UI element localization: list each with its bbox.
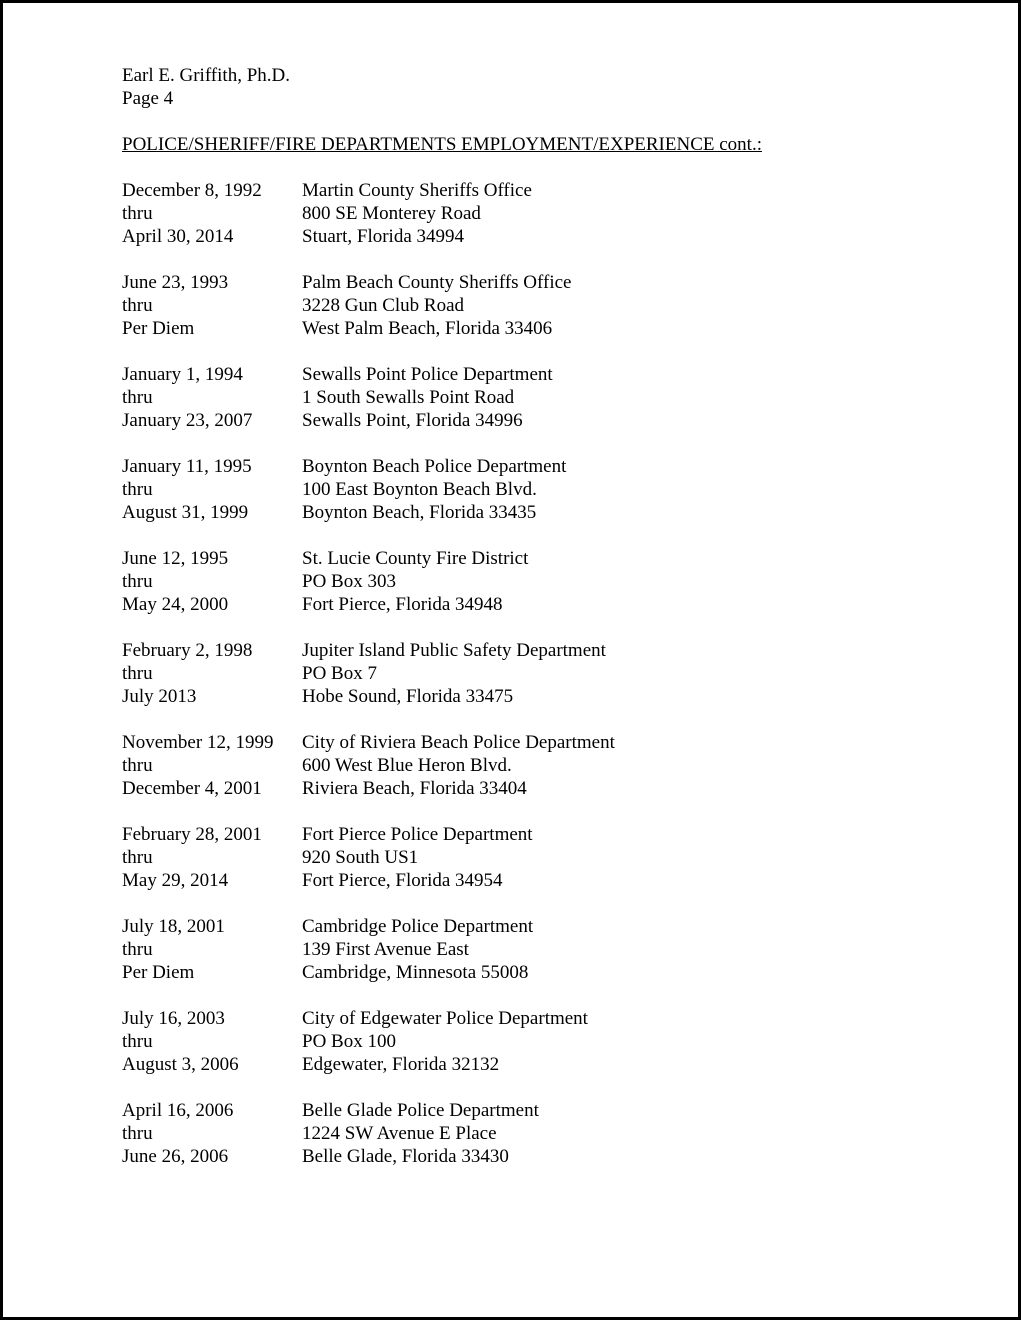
date-separator: thru bbox=[122, 847, 153, 868]
start-date: February 2, 1998 bbox=[122, 640, 253, 661]
page-number: Page 4 bbox=[122, 88, 174, 109]
entry-row bbox=[122, 685, 982, 708]
employment-entry bbox=[122, 731, 982, 800]
entry-row bbox=[122, 455, 982, 478]
entry-row bbox=[122, 1053, 982, 1076]
author-name: Earl E. Griffith, Ph.D. bbox=[122, 65, 290, 86]
employment-entry bbox=[122, 179, 982, 248]
entry-row bbox=[122, 961, 982, 984]
employer-street: 1 South Sewalls Point Road bbox=[302, 387, 515, 408]
employment-entry bbox=[122, 639, 982, 708]
start-date: April 16, 2006 bbox=[122, 1100, 234, 1121]
entry-row bbox=[122, 363, 982, 386]
employer-street: 800 SE Monterey Road bbox=[302, 203, 481, 224]
entry-row bbox=[122, 409, 982, 432]
employer-street: PO Box 100 bbox=[302, 1031, 396, 1052]
date-separator: thru bbox=[122, 1123, 153, 1144]
date-separator: thru bbox=[122, 939, 153, 960]
end-date: August 31, 1999 bbox=[122, 502, 249, 523]
employment-entry bbox=[122, 823, 982, 892]
start-date: November 12, 1999 bbox=[122, 732, 274, 753]
end-date: Per Diem bbox=[122, 318, 195, 339]
date-separator: thru bbox=[122, 387, 153, 408]
end-date: January 23, 2007 bbox=[122, 410, 253, 431]
end-date: May 29, 2014 bbox=[122, 870, 229, 891]
employer-name: Fort Pierce Police Department bbox=[302, 824, 533, 845]
entry-row bbox=[122, 915, 982, 938]
employment-entry bbox=[122, 547, 982, 616]
end-date: April 30, 2014 bbox=[122, 226, 234, 247]
entry-row bbox=[122, 754, 982, 777]
employment-entry bbox=[122, 1099, 982, 1168]
employer-city: Hobe Sound, Florida 33475 bbox=[302, 686, 514, 707]
employer-name: Palm Beach County Sheriffs Office bbox=[302, 272, 572, 293]
end-date: August 3, 2006 bbox=[122, 1054, 239, 1075]
entry-row bbox=[122, 846, 982, 869]
employer-name: Sewalls Point Police Department bbox=[302, 364, 553, 385]
entry-row bbox=[122, 317, 982, 340]
employer-street: 139 First Avenue East bbox=[302, 939, 469, 960]
entry-row bbox=[122, 1145, 982, 1168]
employer-name: Martin County Sheriffs Office bbox=[302, 180, 532, 201]
employer-city: Edgewater, Florida 32132 bbox=[302, 1054, 500, 1075]
date-separator: thru bbox=[122, 295, 153, 316]
page-content bbox=[122, 64, 982, 1191]
end-date: June 26, 2006 bbox=[122, 1146, 229, 1167]
end-date: Per Diem bbox=[122, 962, 195, 983]
entry-row bbox=[122, 823, 982, 846]
section-title: POLICE/SHERIFF/FIRE DEPARTMENTS EMPLOYMENT/EXPERIENCE cont.: bbox=[122, 134, 762, 155]
employer-name: Cambridge Police Department bbox=[302, 916, 534, 937]
employment-entry bbox=[122, 455, 982, 524]
employer-city: Fort Pierce, Florida 34954 bbox=[302, 870, 503, 891]
employment-entry bbox=[122, 1007, 982, 1076]
entry-row bbox=[122, 501, 982, 524]
employer-city: West Palm Beach, Florida 33406 bbox=[302, 318, 553, 339]
employment-entry bbox=[122, 271, 982, 340]
end-date: July 2013 bbox=[122, 686, 197, 707]
employer-street: 920 South US1 bbox=[302, 847, 419, 868]
entry-row bbox=[122, 202, 982, 225]
employer-name: City of Edgewater Police Department bbox=[302, 1008, 588, 1029]
entry-row bbox=[122, 225, 982, 248]
end-date: May 24, 2000 bbox=[122, 594, 229, 615]
employer-street: 3228 Gun Club Road bbox=[302, 295, 465, 316]
entry-row bbox=[122, 1007, 982, 1030]
entry-row bbox=[122, 777, 982, 800]
start-date: January 1, 1994 bbox=[122, 364, 243, 385]
employer-name: Belle Glade Police Department bbox=[302, 1100, 539, 1121]
start-date: July 16, 2003 bbox=[122, 1008, 225, 1029]
date-separator: thru bbox=[122, 1031, 153, 1052]
date-separator: thru bbox=[122, 479, 153, 500]
end-date: December 4, 2001 bbox=[122, 778, 262, 799]
entry-row bbox=[122, 1122, 982, 1145]
date-separator: thru bbox=[122, 755, 153, 776]
start-date: January 11, 1995 bbox=[122, 456, 252, 477]
entry-row bbox=[122, 731, 982, 754]
employment-entry bbox=[122, 915, 982, 984]
employer-city: Riviera Beach, Florida 33404 bbox=[302, 778, 527, 799]
entry-row bbox=[122, 938, 982, 961]
employer-street: 600 West Blue Heron Blvd. bbox=[302, 755, 512, 776]
entry-row bbox=[122, 478, 982, 501]
entry-row bbox=[122, 271, 982, 294]
start-date: June 12, 1995 bbox=[122, 548, 229, 569]
entry-row bbox=[122, 570, 982, 593]
date-separator: thru bbox=[122, 571, 153, 592]
employment-list bbox=[122, 179, 982, 1168]
employer-city: Stuart, Florida 34994 bbox=[302, 226, 465, 247]
start-date: July 18, 2001 bbox=[122, 916, 225, 937]
entry-row bbox=[122, 662, 982, 685]
entry-row bbox=[122, 294, 982, 317]
employer-city: Cambridge, Minnesota 55008 bbox=[302, 962, 529, 983]
entry-row bbox=[122, 1099, 982, 1122]
entry-row bbox=[122, 386, 982, 409]
date-separator: thru bbox=[122, 203, 153, 224]
start-date: December 8, 1992 bbox=[122, 180, 262, 201]
employer-city: Belle Glade, Florida 33430 bbox=[302, 1146, 509, 1167]
entry-row bbox=[122, 1030, 982, 1053]
employer-street: 1224 SW Avenue E Place bbox=[302, 1123, 497, 1144]
employment-entry bbox=[122, 363, 982, 432]
employer-street: 100 East Boynton Beach Blvd. bbox=[302, 479, 537, 500]
employer-name: St. Lucie County Fire District bbox=[302, 548, 529, 569]
employer-street: PO Box 303 bbox=[302, 571, 396, 592]
entry-row bbox=[122, 547, 982, 570]
employer-street: PO Box 7 bbox=[302, 663, 377, 684]
date-separator: thru bbox=[122, 663, 153, 684]
start-date: February 28, 2001 bbox=[122, 824, 262, 845]
entry-row bbox=[122, 639, 982, 662]
entry-row bbox=[122, 179, 982, 202]
employer-city: Sewalls Point, Florida 34996 bbox=[302, 410, 523, 431]
employer-name: City of Riviera Beach Police Department bbox=[302, 732, 615, 753]
employer-name: Boynton Beach Police Department bbox=[302, 456, 567, 477]
employer-city: Fort Pierce, Florida 34948 bbox=[302, 594, 503, 615]
employer-name: Jupiter Island Public Safety Department bbox=[302, 640, 606, 661]
start-date: June 23, 1993 bbox=[122, 272, 229, 293]
employer-city: Boynton Beach, Florida 33435 bbox=[302, 502, 537, 523]
entry-row bbox=[122, 593, 982, 616]
entry-row bbox=[122, 869, 982, 892]
